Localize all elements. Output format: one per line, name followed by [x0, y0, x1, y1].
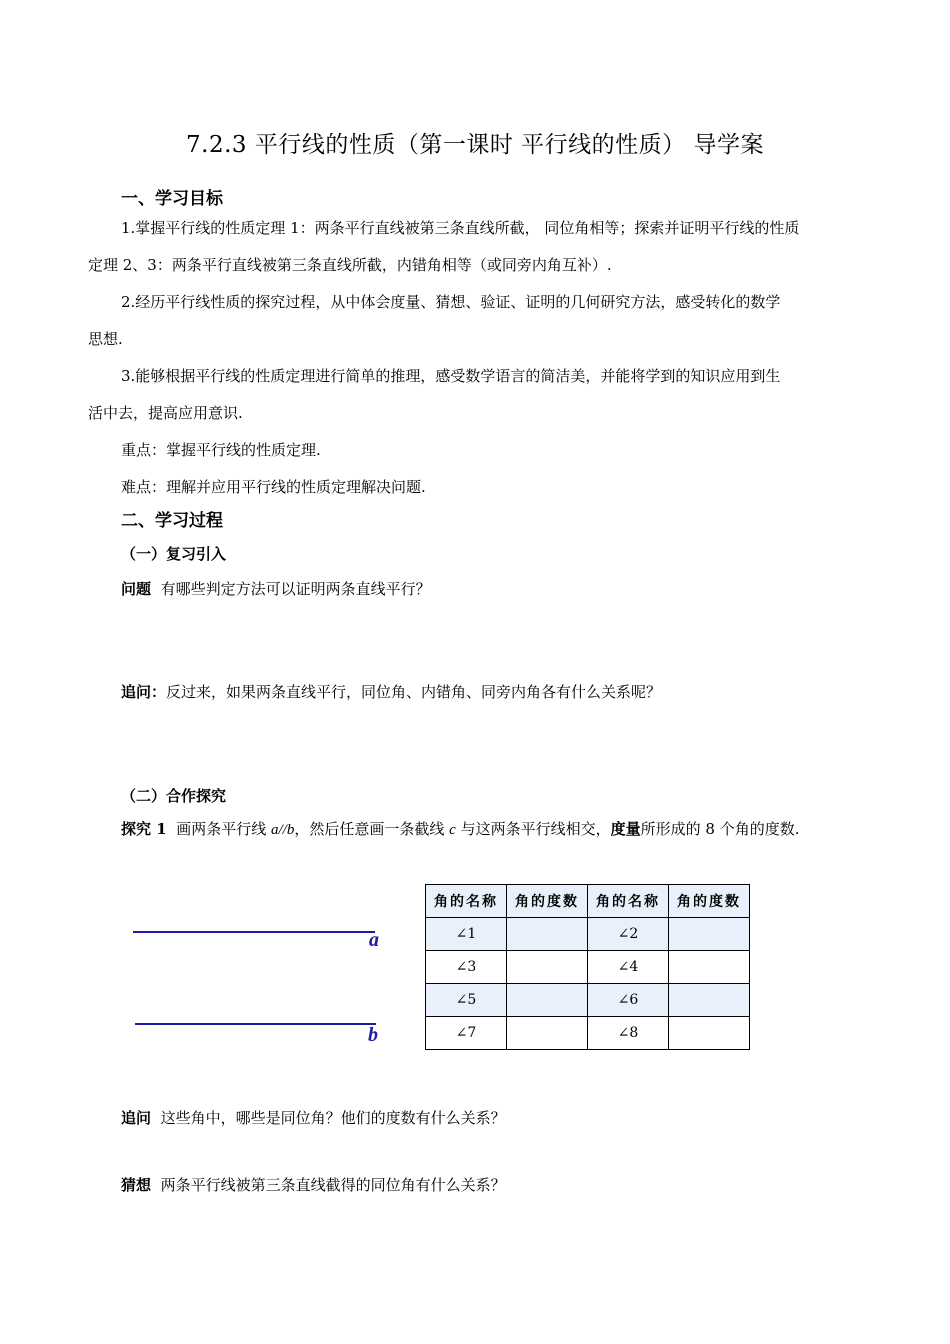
- angle-degree-cell[interactable]: [507, 951, 588, 984]
- question-text: 有哪些判定方法可以证明两条直线平行？: [160, 580, 431, 598]
- table-header: 角的度数: [507, 885, 588, 918]
- goals-block: [88, 210, 864, 506]
- explore-text-bold: 度量: [610, 820, 641, 838]
- table-header: 角的名称: [426, 885, 507, 918]
- ask-label: 追问: [121, 1109, 152, 1127]
- explore-text-mid1: ，然后任意画一条截线: [294, 820, 445, 838]
- explore-var-c: c: [449, 822, 456, 838]
- angle-name-cell: ∠5: [426, 984, 507, 1017]
- goal-2-line-2: 思想.: [88, 330, 123, 348]
- table-row: [426, 918, 750, 951]
- explore-var-a: a: [271, 822, 279, 838]
- angle-name-cell: ∠2: [588, 918, 669, 951]
- goal-3-line-1: 3.能够根据平行线的性质定理进行简单的推理，感受数学语言的简洁美，并能将学到的知识应用到生: [121, 367, 781, 385]
- guess-label: 猜想: [121, 1176, 152, 1194]
- section-heading-process: 二、学习过程: [121, 511, 223, 531]
- angle-table: [425, 884, 750, 1050]
- angle-name-cell: ∠3: [426, 951, 507, 984]
- angle-degree-cell[interactable]: [507, 1017, 588, 1050]
- page-title: 7.2.3 平行线的性质（第一课时 平行线的性质） 导学案: [186, 132, 764, 158]
- goal-3-line-2: 活中去，提高应用意识.: [88, 404, 243, 422]
- key-point: 重点：掌握平行线的性质定理.: [121, 441, 321, 459]
- subheading-review: （一）复习引入: [121, 545, 227, 563]
- goal-2-line-1: 2.经历平行线性质的探究过程，从中体会度量、猜想、验证、证明的几何研究方法，感受转化的数学: [121, 293, 781, 311]
- line-b-label: b: [368, 1024, 378, 1046]
- table-row: [426, 1017, 750, 1050]
- difficulty: 难点：理解并应用平行线的性质定理解决问题.: [121, 478, 426, 496]
- section-heading-goals: 一、学习目标: [121, 189, 223, 209]
- ask-line: [121, 1107, 506, 1128]
- table-header: 角的名称: [588, 885, 669, 918]
- goal-1-line-2: 定理 2、3：两条平行直线被第三条直线所截，内错角相等（或同旁内角互补）.: [88, 256, 612, 274]
- angle-name-cell: ∠1: [426, 918, 507, 951]
- table-row: [426, 951, 750, 984]
- angle-degree-cell[interactable]: [669, 984, 750, 1017]
- angle-degree-cell[interactable]: [507, 918, 588, 951]
- followup-line: [121, 681, 661, 702]
- guess-line: [121, 1174, 506, 1195]
- explore-text-mid2: 与这两条平行线相交，: [460, 820, 611, 838]
- parallel-lines-figure: [120, 915, 400, 1055]
- angle-degree-cell[interactable]: [507, 984, 588, 1017]
- explore-text-pre: 画两条平行线: [176, 820, 267, 838]
- goal-1-line-1: 1.掌握平行线的性质定理 1：两条平行直线被第三条直线所截， 同位角相等；探索并证明平行线的性质: [121, 219, 800, 237]
- followup-text: 反过来，如果两条直线平行，同位角、内错角、同旁内角各有什么关系呢？: [166, 683, 662, 701]
- angle-degree-cell[interactable]: [669, 1017, 750, 1050]
- explore-label: 探究 1: [121, 820, 167, 838]
- table-header-row: [426, 885, 750, 918]
- angle-degree-cell[interactable]: [669, 951, 750, 984]
- angle-name-cell: ∠7: [426, 1017, 507, 1050]
- explore-var-b: b: [286, 822, 295, 838]
- explore-text-post: 所形成的 8 个角的度数.: [640, 820, 800, 838]
- followup-label: 追问：: [121, 683, 167, 701]
- angle-name-cell: ∠8: [588, 1017, 669, 1050]
- explore-parallel-symbol: //: [278, 822, 287, 838]
- angle-name-cell: ∠6: [588, 984, 669, 1017]
- ask-text: 这些角中，哪些是同位角？他们的度数有什么关系？: [160, 1109, 506, 1127]
- table-row: [426, 984, 750, 1017]
- question-label: 问题: [121, 580, 152, 598]
- guess-text: 两条平行线被第三条直线截得的同位角有什么关系？: [160, 1176, 506, 1194]
- table-header: 角的度数: [669, 885, 750, 918]
- line-a-label: a: [369, 929, 379, 951]
- explore-line: [121, 818, 800, 839]
- angle-name-cell: ∠4: [588, 951, 669, 984]
- subheading-explore: （二）合作探究: [121, 787, 227, 805]
- angle-degree-cell[interactable]: [669, 918, 750, 951]
- question-line: [121, 578, 431, 599]
